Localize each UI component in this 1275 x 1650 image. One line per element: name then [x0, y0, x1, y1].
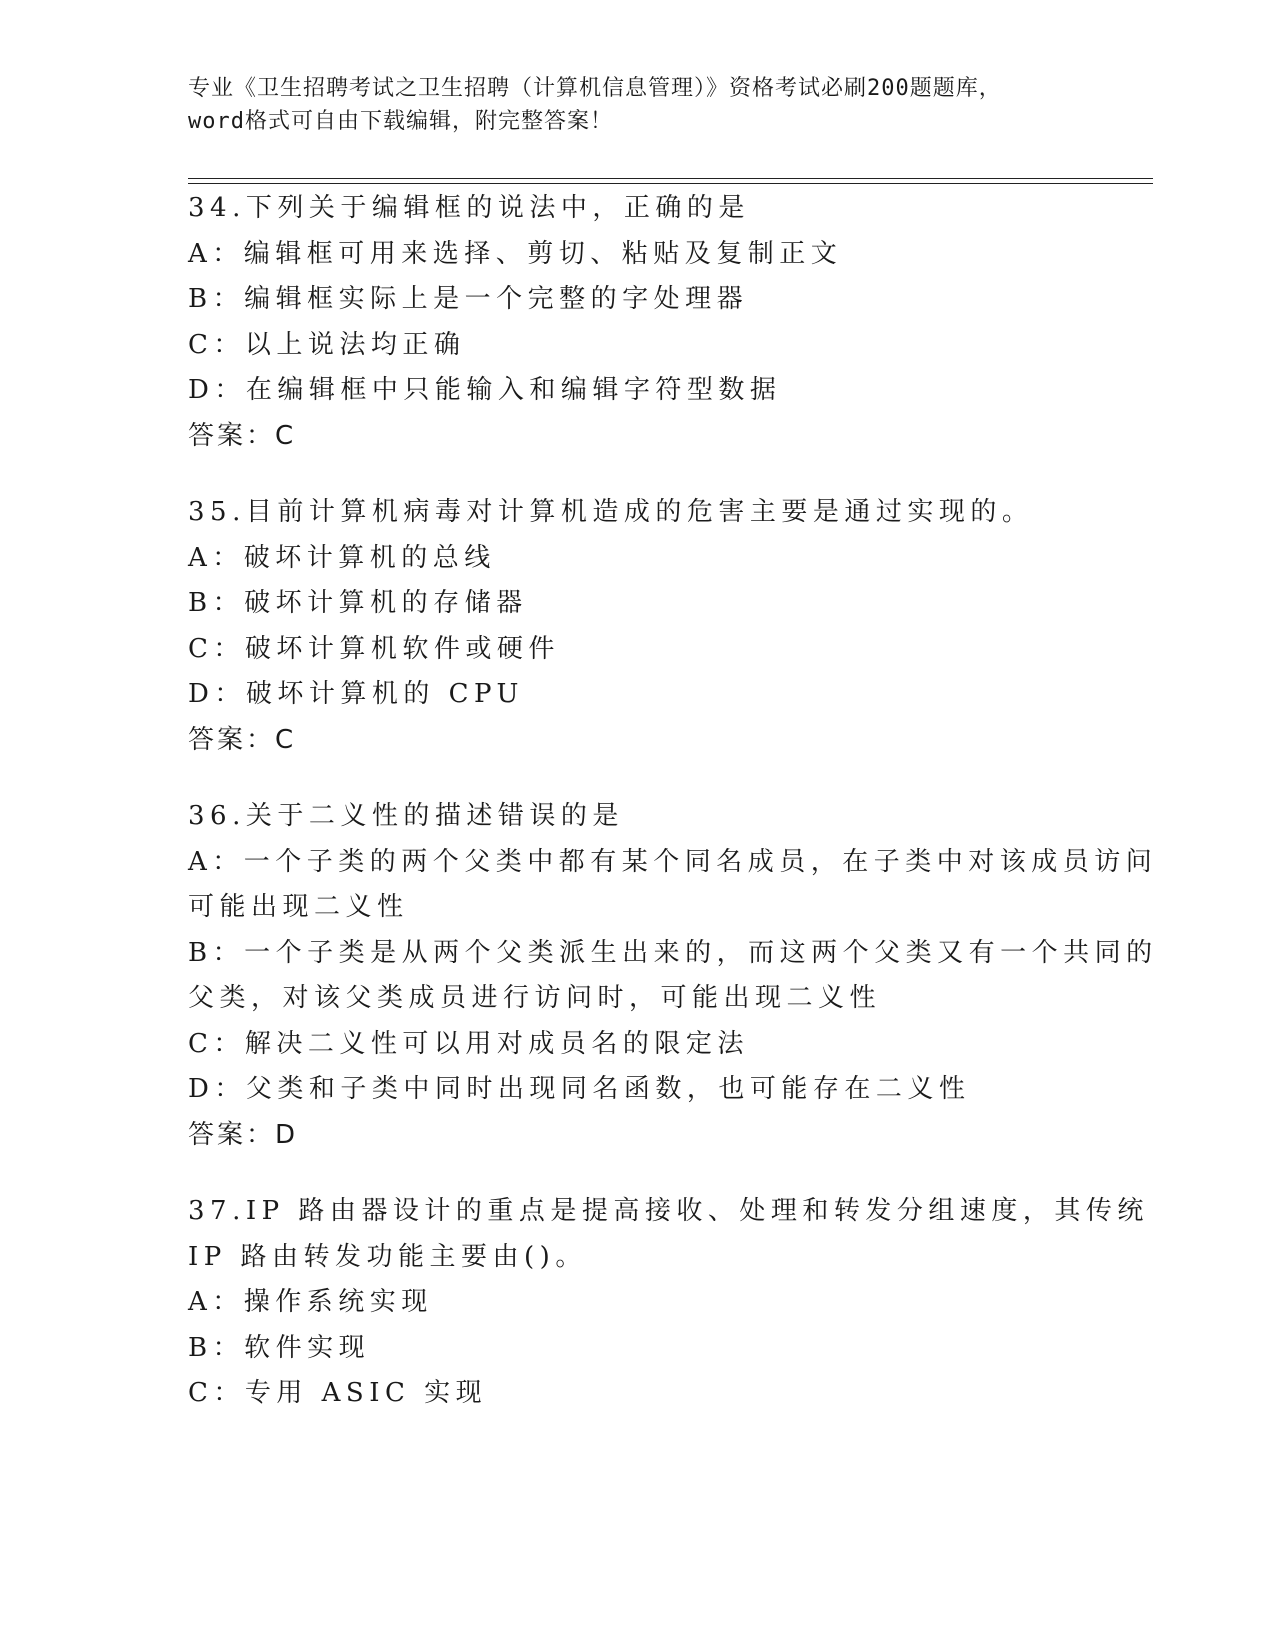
answer-text: 答案：D — [188, 1119, 299, 1150]
option-a: A：操作系统实现 — [188, 1287, 433, 1317]
header-line-2: word格式可自由下载编辑，附完整答案！ — [188, 109, 613, 134]
header-rule-top — [188, 178, 1153, 179]
option-a: A：破坏计算机的总线 — [188, 542, 496, 573]
option-c: C：解决二义性可以用对成员名的限定法 — [188, 1028, 749, 1059]
option-d: D：在编辑框中只能输入和编辑字符型数据 — [188, 375, 782, 405]
question-34 — [188, 186, 1108, 459]
question-36 — [188, 794, 1158, 1158]
header-rule-bottom — [188, 183, 1153, 184]
question-list — [188, 186, 1158, 1448]
option-a: A：编辑框可用来选择、剪切、粘贴及复制正文 — [188, 238, 843, 269]
question-stem: 34.下列关于编辑框的说法中，正确的是 — [188, 193, 750, 223]
answer-text: 答案：C — [188, 420, 297, 451]
option-b: B：软件实现 — [188, 1332, 371, 1363]
option-a-continued: 可能出现二义性 — [188, 892, 409, 922]
option-c: C：破坏计算机软件或硬件 — [188, 633, 560, 664]
option-b: B：编辑框实际上是一个完整的字处理器 — [188, 284, 749, 314]
option-c: C：以上说法均正确 — [188, 329, 466, 360]
question-stem: 35.目前计算机病毒对计算机造成的危害主要是通过实现的。 — [188, 497, 1034, 527]
option-b-continued: 父类，对该父类成员进行访问时，可能出现二义性 — [188, 983, 882, 1013]
document-header — [188, 72, 1088, 138]
option-d: D：破坏计算机的 CPU — [188, 679, 524, 709]
option-d: D：父类和子类中同时出现同名函数，也可能存在二义性 — [188, 1074, 971, 1104]
option-b: B：破坏计算机的存储器 — [188, 588, 528, 618]
question-stem-continued: IP 路由转发功能主要由()。 — [188, 1241, 587, 1272]
option-a: A：一个子类的两个父类中都有某个同名成员，在子类中对该成员访问 — [188, 846, 1158, 877]
question-37 — [188, 1189, 1149, 1417]
option-c: C：专用 ASIC 实现 — [188, 1378, 488, 1408]
answer-text: 答案：C — [188, 724, 297, 755]
question-35 — [188, 490, 1108, 763]
question-stem: 37.IP 路由器设计的重点是提高接收、处理和转发分组速度，其传统 — [188, 1196, 1149, 1226]
header-line-1: 专业《卫生招聘考试之卫生招聘（计算机信息管理）》资格考试必刷200题题库， — [188, 76, 1002, 101]
option-b: B：一个子类是从两个父类派生出来的，而这两个父类又有一个共同的 — [188, 937, 1158, 968]
question-stem: 36.关于二义性的描述错误的是 — [188, 801, 624, 831]
